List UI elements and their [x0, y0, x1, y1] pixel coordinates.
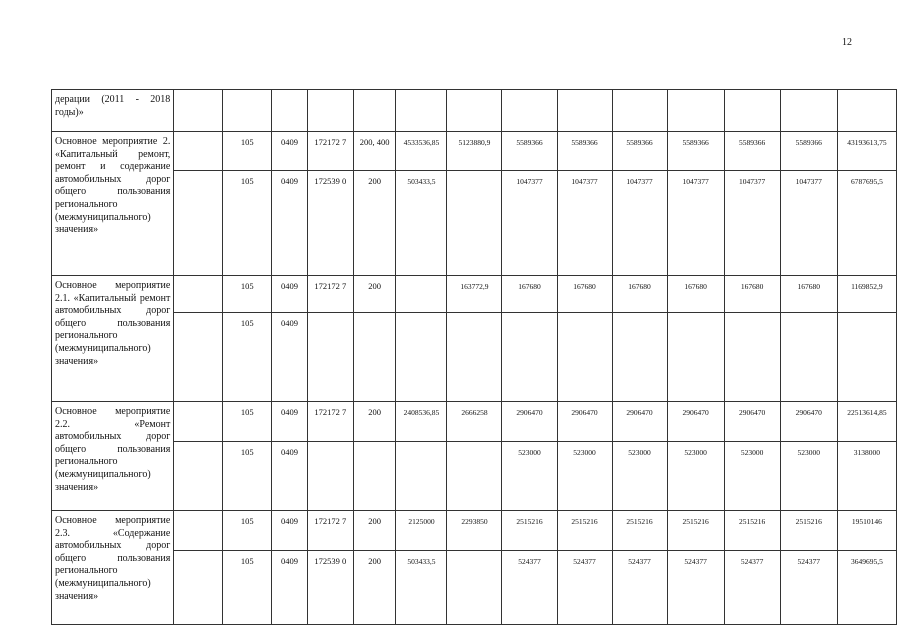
amount-cell	[396, 442, 447, 511]
code-cell: 105	[223, 442, 272, 511]
amount-cell	[447, 171, 502, 276]
amount-cell: 523000	[667, 442, 724, 511]
amount-cell: 2906470	[780, 402, 837, 442]
code-cell: 105	[223, 511, 272, 551]
table-cell	[307, 90, 353, 132]
amount-cell	[612, 313, 667, 402]
amount-cell: 2515216	[557, 511, 612, 551]
code-cell: 105	[223, 402, 272, 442]
amount-cell: 524377	[780, 551, 837, 625]
amount-cell: 1169852,9	[837, 276, 896, 313]
code-cell	[307, 442, 353, 511]
page-number: 12	[842, 37, 852, 48]
empty-cell	[174, 313, 223, 402]
table-row	[52, 551, 897, 625]
table-cell	[223, 90, 272, 132]
amount-cell: 3138000	[837, 442, 896, 511]
amount-cell: 163772,9	[447, 276, 502, 313]
code-cell: 0409	[272, 132, 308, 171]
amount-cell: 524377	[612, 551, 667, 625]
table-cell	[353, 90, 396, 132]
amount-cell: 5589366	[724, 132, 780, 171]
amount-cell: 523000	[612, 442, 667, 511]
amount-cell: 2515216	[502, 511, 557, 551]
amount-cell: 523000	[502, 442, 557, 511]
amount-cell: 503433,5	[396, 551, 447, 625]
table-cell	[724, 90, 780, 132]
amount-cell	[447, 313, 502, 402]
amount-cell: 2515216	[780, 511, 837, 551]
code-cell	[307, 313, 353, 402]
code-cell: 0409	[272, 442, 308, 511]
table-row	[52, 442, 897, 511]
amount-cell: 2515216	[612, 511, 667, 551]
empty-cell	[174, 132, 223, 171]
amount-cell	[780, 313, 837, 402]
amount-cell: 167680	[557, 276, 612, 313]
code-cell: 0409	[272, 171, 308, 276]
empty-cell	[174, 442, 223, 511]
amount-cell: 5589366	[557, 132, 612, 171]
empty-cell	[174, 511, 223, 551]
code-cell: 172539 0	[307, 551, 353, 625]
description-cell: дерации (2011 - 2018 годы)»	[52, 90, 174, 132]
table-cell	[612, 90, 667, 132]
table-row	[52, 402, 897, 442]
table-row	[52, 313, 897, 402]
amount-cell: 523000	[724, 442, 780, 511]
amount-cell: 22513614,85	[837, 402, 896, 442]
code-cell: 172172 7	[307, 132, 353, 171]
amount-cell: 1047377	[502, 171, 557, 276]
amount-cell	[667, 313, 724, 402]
code-cell: 105	[223, 551, 272, 625]
amount-cell: 523000	[780, 442, 837, 511]
amount-cell: 167680	[502, 276, 557, 313]
amount-cell: 5589366	[667, 132, 724, 171]
budget-table	[51, 89, 897, 625]
amount-cell: 1047377	[667, 171, 724, 276]
amount-cell: 2906470	[667, 402, 724, 442]
empty-cell	[174, 551, 223, 625]
table-cell	[174, 90, 223, 132]
amount-cell: 167680	[612, 276, 667, 313]
amount-cell: 19510146	[837, 511, 896, 551]
description-cell: Основное мероприятие 2.2. «Ремонт автомобильных дорог общего пользования регионального (межмуниципального) значения»	[52, 402, 174, 511]
code-cell: 200, 400	[353, 132, 396, 171]
empty-cell	[174, 276, 223, 313]
amount-cell: 6787695,5	[837, 171, 896, 276]
amount-cell: 1047377	[612, 171, 667, 276]
amount-cell: 524377	[557, 551, 612, 625]
code-cell: 172172 7	[307, 402, 353, 442]
amount-cell: 5589366	[780, 132, 837, 171]
amount-cell: 4533536,85	[396, 132, 447, 171]
table-cell	[272, 90, 308, 132]
description-cell: Основное мероприятие 2.3. «Содержание автомобильных дорог общего пользования регионального (межмуниципального) значения»	[52, 511, 174, 625]
code-cell: 200	[353, 171, 396, 276]
amount-cell: 2906470	[502, 402, 557, 442]
amount-cell: 524377	[502, 551, 557, 625]
description-cell: Основное мероприятие 2.1. «Капитальный ремонт автомобильных дорог общего пользования регионального (межмуниципального) значения»	[52, 276, 174, 402]
amount-cell	[557, 313, 612, 402]
amount-cell: 5123880,9	[447, 132, 502, 171]
amount-cell: 1047377	[780, 171, 837, 276]
code-cell: 0409	[272, 402, 308, 442]
amount-cell: 2906470	[724, 402, 780, 442]
amount-cell: 1047377	[724, 171, 780, 276]
amount-cell: 523000	[557, 442, 612, 511]
amount-cell: 43193613,75	[837, 132, 896, 171]
amount-cell	[447, 551, 502, 625]
code-cell: 105	[223, 171, 272, 276]
table-row-header-continuation	[52, 90, 897, 132]
amount-cell	[447, 442, 502, 511]
amount-cell: 524377	[667, 551, 724, 625]
amount-cell	[724, 313, 780, 402]
amount-cell: 3649695,5	[837, 551, 896, 625]
table-cell	[667, 90, 724, 132]
table-cell	[502, 90, 557, 132]
table-cell	[396, 90, 447, 132]
amount-cell: 2906470	[612, 402, 667, 442]
table-cell	[447, 90, 502, 132]
code-cell: 105	[223, 276, 272, 313]
amount-cell: 2408536,85	[396, 402, 447, 442]
amount-cell	[396, 276, 447, 313]
amount-cell	[502, 313, 557, 402]
code-cell: 105	[223, 313, 272, 402]
amount-cell	[396, 313, 447, 402]
table-row	[52, 171, 897, 276]
amount-cell: 5589366	[502, 132, 557, 171]
amount-cell: 2293850	[447, 511, 502, 551]
table-cell	[780, 90, 837, 132]
amount-cell	[837, 313, 896, 402]
code-cell: 172172 7	[307, 276, 353, 313]
code-cell: 105	[223, 132, 272, 171]
table-cell	[837, 90, 896, 132]
amount-cell: 2666258	[447, 402, 502, 442]
amount-cell: 5589366	[612, 132, 667, 171]
code-cell: 200	[353, 402, 396, 442]
code-cell: 200	[353, 276, 396, 313]
table-cell	[557, 90, 612, 132]
amount-cell: 524377	[724, 551, 780, 625]
code-cell: 0409	[272, 313, 308, 402]
table-row	[52, 511, 897, 551]
amount-cell: 167680	[780, 276, 837, 313]
code-cell: 172539 0	[307, 171, 353, 276]
code-cell	[353, 313, 396, 402]
description-cell: Основное мероприятие 2. «Капитальный ремонт, ремонт и содержание автомобильных дорог общего пользования регионального (межмуниципального) значения»	[52, 132, 174, 276]
code-cell: 172172 7	[307, 511, 353, 551]
code-cell	[353, 442, 396, 511]
code-cell: 200	[353, 551, 396, 625]
amount-cell: 2125000	[396, 511, 447, 551]
amount-cell: 2515216	[667, 511, 724, 551]
amount-cell: 167680	[724, 276, 780, 313]
amount-cell: 503433,5	[396, 171, 447, 276]
code-cell: 200	[353, 511, 396, 551]
empty-cell	[174, 402, 223, 442]
amount-cell: 2515216	[724, 511, 780, 551]
amount-cell: 1047377	[557, 171, 612, 276]
table-row	[52, 132, 897, 171]
amount-cell: 2906470	[557, 402, 612, 442]
code-cell: 0409	[272, 276, 308, 313]
code-cell: 0409	[272, 551, 308, 625]
amount-cell: 167680	[667, 276, 724, 313]
table-row	[52, 276, 897, 313]
code-cell: 0409	[272, 511, 308, 551]
empty-cell	[174, 171, 223, 276]
